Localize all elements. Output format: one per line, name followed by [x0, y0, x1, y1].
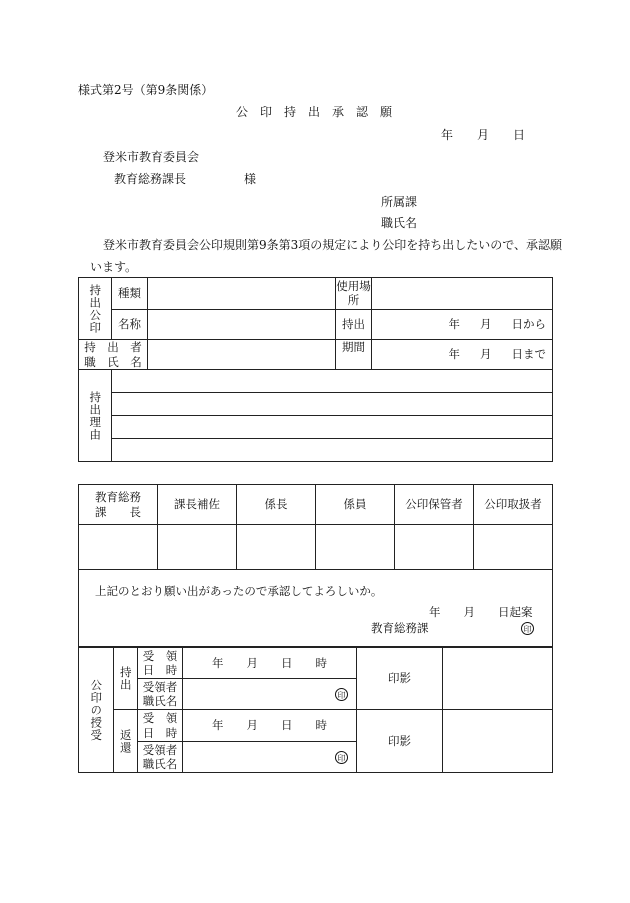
- to-month: 月: [480, 347, 492, 362]
- draft-date: 年 月 日起案: [429, 605, 533, 619]
- approval-box-2[interactable]: [158, 525, 237, 570]
- type-label: 種類: [112, 278, 148, 310]
- name-field[interactable]: [148, 310, 336, 340]
- receiver-field-out[interactable]: [183, 679, 357, 710]
- addressee-person: 教育総務課長: [114, 172, 187, 186]
- dept-label: 所属課: [381, 195, 418, 209]
- seal-mark: 印: [521, 622, 534, 635]
- seal-impression-field-out[interactable]: [443, 648, 553, 710]
- approval-box-4[interactable]: [316, 525, 395, 570]
- draft-dept: 教育総務課: [371, 621, 429, 635]
- to-day: 日まで: [511, 347, 546, 362]
- seal-group-cell: [79, 278, 112, 340]
- reason-cell: [79, 370, 112, 462]
- approval-text: 上記のとおり願い出があったので承認してよろしいか。: [95, 584, 383, 598]
- from-day: 日から: [511, 317, 546, 332]
- period-from-field[interactable]: [372, 310, 553, 340]
- period-label-1: 持出: [336, 310, 372, 340]
- use-place-label: 使用場所: [336, 278, 372, 310]
- approval-box-1[interactable]: [79, 525, 158, 570]
- use-place-field[interactable]: [372, 278, 553, 310]
- header-subsection-chief: 係長: [237, 485, 316, 525]
- receiver-label-out: 受領者 職氏名: [138, 679, 183, 710]
- reason-line-4[interactable]: [112, 439, 553, 462]
- reason-line-2[interactable]: [112, 393, 553, 416]
- datetime-value-return: 年 月 日 時: [212, 718, 327, 733]
- seal-impression-field-return[interactable]: [443, 710, 553, 773]
- name-label: 名称: [112, 310, 148, 340]
- exchange-group-label: 公印の授受: [89, 678, 104, 742]
- seal-group-label: 持出公印: [88, 283, 103, 334]
- return-label: 返還: [118, 728, 133, 754]
- carrier-field[interactable]: [148, 340, 336, 370]
- receipt-datetime-label-out: 受 領 日 時: [138, 648, 183, 679]
- form-number: 様式第2号（第9条関係）: [78, 83, 214, 97]
- receipt-datetime-label-return: 受 領 日 時: [138, 710, 183, 742]
- reason-line-1[interactable]: [112, 370, 553, 393]
- name-label: 職氏名: [381, 216, 418, 230]
- datetime-field-return[interactable]: [183, 710, 357, 742]
- carrier-label-cell: [79, 340, 148, 370]
- body-text-1: 登米市教育委員会公印規則第9条第3項の規定により公印を持ち出したいので、承認願: [103, 238, 563, 252]
- header-staff: 係員: [316, 485, 395, 525]
- addressee-org: 登米市教育委員会: [103, 150, 200, 164]
- page-title: 公 印 持 出 承 認 願: [236, 105, 393, 119]
- reason-line-3[interactable]: [112, 416, 553, 439]
- header-seal-handler: 公印取扱者: [474, 485, 553, 525]
- seal-mark-return: 印: [335, 751, 348, 764]
- header-seal-keeper: 公印保管者: [395, 485, 474, 525]
- carrier-label-2: 職 氏 名: [84, 354, 142, 369]
- exchange-group-cell: [79, 648, 114, 773]
- approval-box-6[interactable]: [474, 525, 553, 570]
- body-text-2: います。: [90, 260, 138, 274]
- honorific: 様: [244, 172, 257, 186]
- return-cell: [114, 710, 138, 773]
- approval-statement-cell: [79, 570, 553, 647]
- from-year: 年: [448, 317, 460, 332]
- header-deputy-chief: 課長補佐: [158, 485, 237, 525]
- header-section-chief: 教育総務 課 長: [79, 485, 158, 525]
- carrier-label-1: 持 出 者: [84, 340, 142, 355]
- approval-box-3[interactable]: [237, 525, 316, 570]
- carry-out-label: 持出: [118, 666, 133, 691]
- seal-mark-out: 印: [335, 688, 348, 701]
- period-to-field[interactable]: [372, 340, 553, 370]
- carry-out-cell: [114, 648, 138, 710]
- period-label-2: 期間: [336, 340, 372, 370]
- type-field[interactable]: [148, 278, 336, 310]
- datetime-field-out[interactable]: [183, 648, 357, 679]
- date-line: 年 月 日: [441, 128, 526, 142]
- to-year: 年: [448, 347, 460, 362]
- from-month: 月: [480, 317, 492, 332]
- approval-box-5[interactable]: [395, 525, 474, 570]
- datetime-value-out: 年 月 日 時: [212, 655, 327, 670]
- seal-impression-label-out: 印影: [357, 648, 443, 710]
- seal-request-table: [78, 277, 553, 462]
- seal-impression-label-return: 印影: [357, 710, 443, 773]
- receiver-field-return[interactable]: [183, 742, 357, 773]
- seal-exchange-table: [78, 647, 553, 773]
- approval-table: [78, 484, 553, 647]
- reason-label: 持出理由: [88, 390, 103, 441]
- receiver-label-return: 受領者 職氏名: [138, 742, 183, 773]
